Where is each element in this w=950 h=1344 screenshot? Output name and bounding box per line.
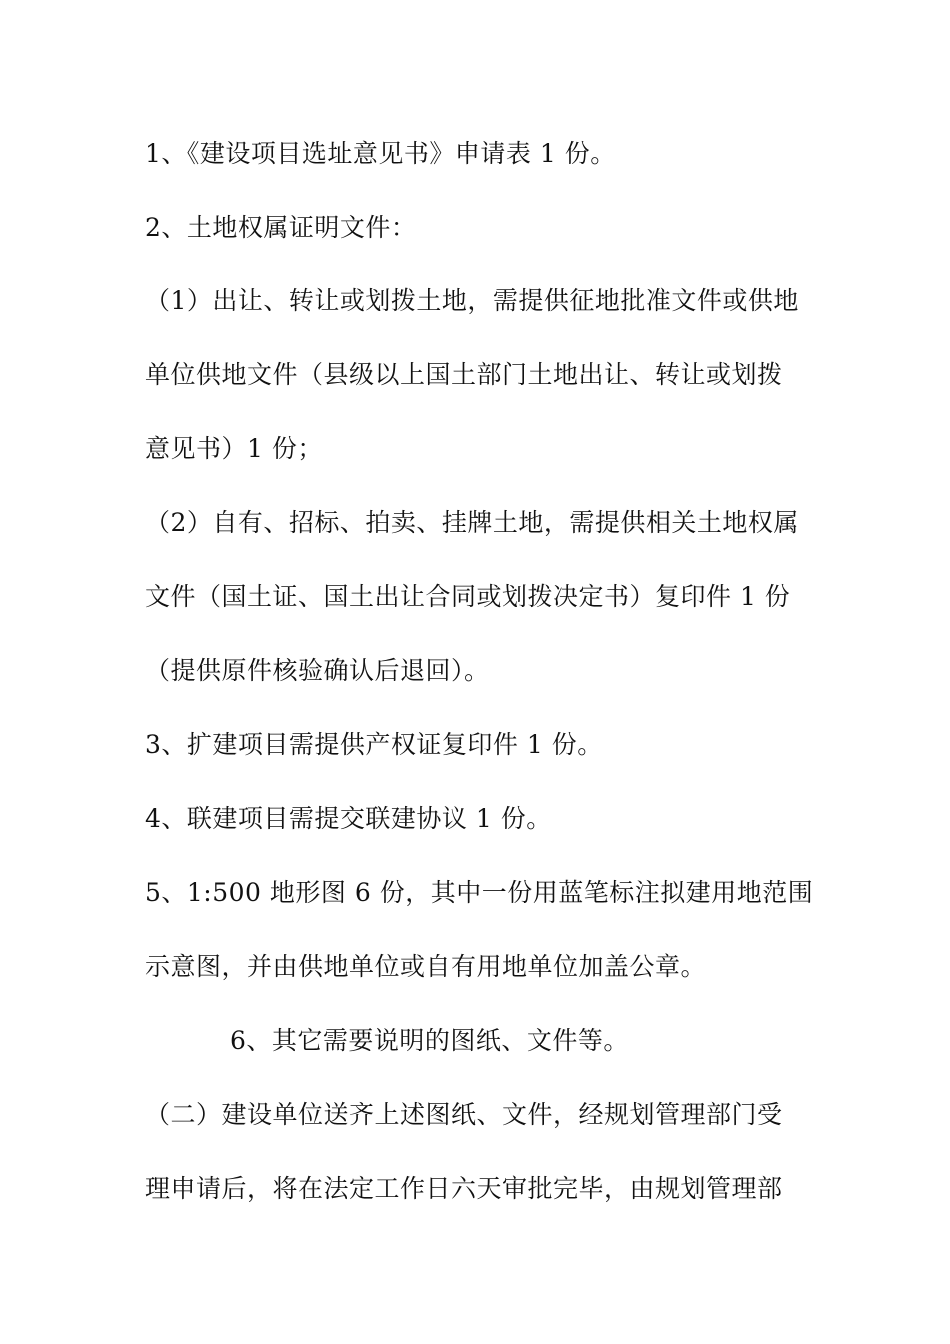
subitem-1-continuation-line: 意见书）1 份；	[145, 434, 323, 463]
subitem-1-continuation-line: 单位供地文件（县级以上国土部门土地出让、转让或划拨	[145, 360, 783, 389]
item-5-continuation-line: 示意图，并由供地单位或自有用地单位加盖公章。	[145, 952, 707, 981]
section-2-line: （二）建设单位送齐上述图纸、文件，经规划管理部门受	[145, 1100, 783, 1129]
item-3-line: 3、扩建项目需提供产权证复印件 1 份。	[145, 730, 603, 759]
item-1-line: 1、《建设项目选址意见书》申请表 1 份。	[145, 139, 616, 168]
item-2-line: 2、土地权属证明文件：	[145, 213, 417, 242]
subitem-2-continuation-line: （提供原件核验确认后退回）。	[145, 656, 490, 685]
item-5-line: 5、1:500 地形图 6 份，其中一份用蓝笔标注拟建用地范围	[145, 878, 814, 907]
subitem-1-line: （1）出让、转让或划拨土地，需提供征地批准文件或供地	[145, 286, 799, 315]
item-4-line: 4、联建项目需提交联建协议 1 份。	[145, 804, 552, 833]
item-6-line: 6、其它需要说明的图纸、文件等。	[230, 1026, 629, 1055]
section-2-continuation-line: 理申请后，将在法定工作日六天审批完毕，由规划管理部	[145, 1174, 783, 1203]
subitem-2-line: （2）自有、招标、拍卖、挂牌土地，需提供相关土地权属	[145, 508, 799, 537]
subitem-2-continuation-line: 文件（国土证、国土出让合同或划拨决定书）复印件 1 份	[145, 582, 791, 611]
